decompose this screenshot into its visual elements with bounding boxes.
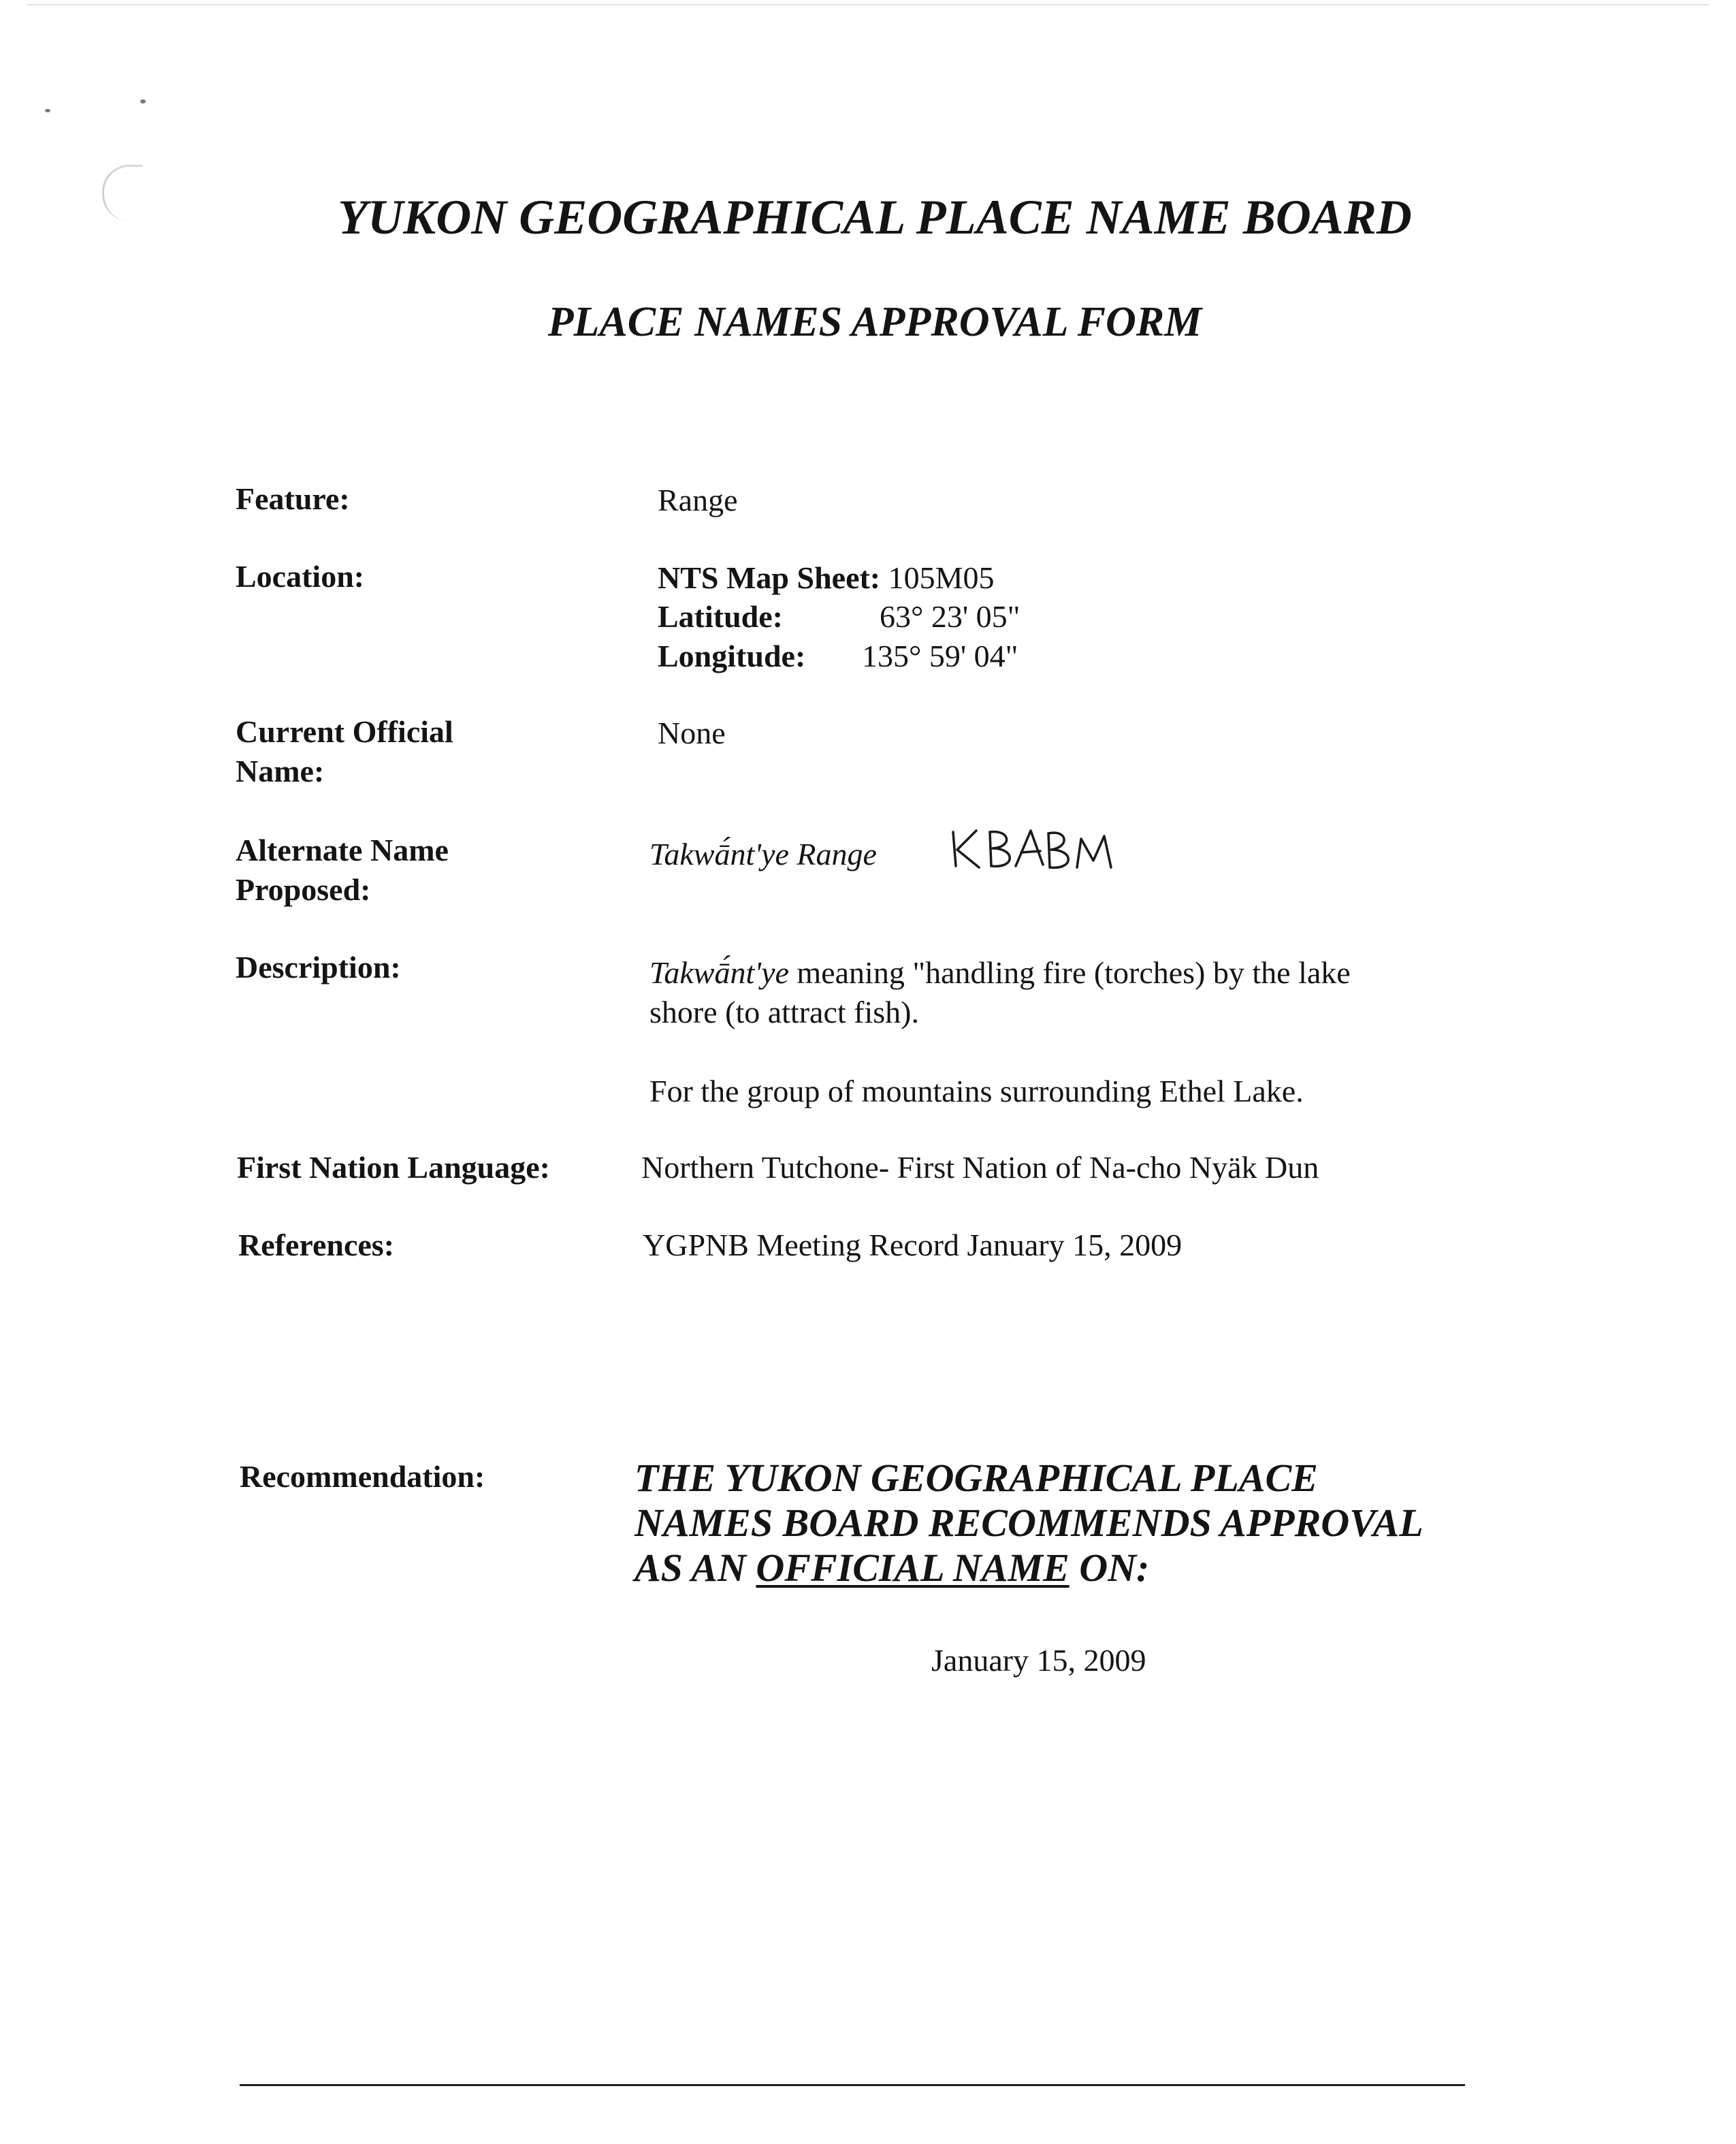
nts-map-sheet-row	[658, 558, 995, 598]
recommendation-line1: THE YUKON GEOGRAPHICAL PLACE	[634, 1456, 1318, 1500]
official-name-underlined: OFFICIAL NAME	[756, 1546, 1070, 1590]
scan-speck	[45, 109, 50, 112]
references-value: YGPNB Meeting Record January 15, 2009	[643, 1228, 1183, 1262]
recommendation-statement	[634, 1456, 1424, 1590]
description-term: Takwā́nt'ye	[649, 955, 789, 990]
description-line3: For the group of mountains surrounding Ethel Lake.	[649, 1074, 1304, 1108]
latitude-row	[658, 597, 783, 637]
first-nation-language-value: Northern Tutchone- First Nation of Na-cho Nyäk Dun	[641, 1150, 1319, 1185]
signature-line	[240, 2084, 1465, 2086]
feature-label: Feature:	[236, 481, 350, 516]
scan-speck	[140, 99, 146, 103]
alternate-name-label-line1: Alternate Name	[236, 833, 449, 867]
recommendation-line3-prefix: AS AN	[634, 1546, 756, 1590]
recommendation-label: Recommendation:	[240, 1459, 485, 1494]
description-label: Description:	[236, 950, 401, 985]
nts-map-sheet-value: 105M05	[888, 560, 995, 595]
current-official-name-label-line1: Current Official	[236, 714, 453, 749]
feature-value: Range	[658, 483, 738, 517]
nts-map-sheet-label: NTS Map Sheet:	[658, 560, 881, 595]
scan-edge	[27, 4, 1709, 5]
description-line1-text: meaning "handling fire (torches) by the lake	[788, 955, 1351, 990]
form-title: PLACE NAMES APPROVAL FORM	[547, 299, 1202, 345]
current-official-name-label-line2: Name:	[236, 754, 325, 788]
latitude-label: Latitude:	[658, 599, 783, 634]
alternate-name-value: Takwā́nt'ye Range	[649, 837, 877, 871]
board-title: YUKON GEOGRAPHICAL PLACE NAME BOARD	[338, 190, 1412, 244]
current-official-name-value: None	[658, 716, 726, 750]
location-label: Location:	[236, 559, 365, 594]
recommendation-line2: NAMES BOARD RECOMMENDS APPROVAL	[634, 1501, 1424, 1545]
alternate-name-label-line2: Proposed:	[236, 872, 371, 907]
longitude-label: Longitude:	[658, 639, 806, 673]
description-line1	[649, 953, 1351, 993]
description-line2: shore (to attract fish).	[649, 995, 919, 1029]
references-label: References:	[238, 1228, 395, 1262]
first-nation-language-label: First Nation Language:	[237, 1150, 550, 1185]
handwritten-annotation	[948, 824, 1118, 876]
recommendation-line3	[634, 1546, 1424, 1590]
latitude-value: 63° 23' 05"	[880, 599, 1020, 634]
longitude-value: 135° 59' 04"	[862, 639, 1018, 673]
longitude-row	[658, 637, 805, 676]
recommendation-line3-suffix: ON:	[1069, 1546, 1150, 1590]
recommendation-date: January 15, 2009	[931, 1643, 1146, 1678]
